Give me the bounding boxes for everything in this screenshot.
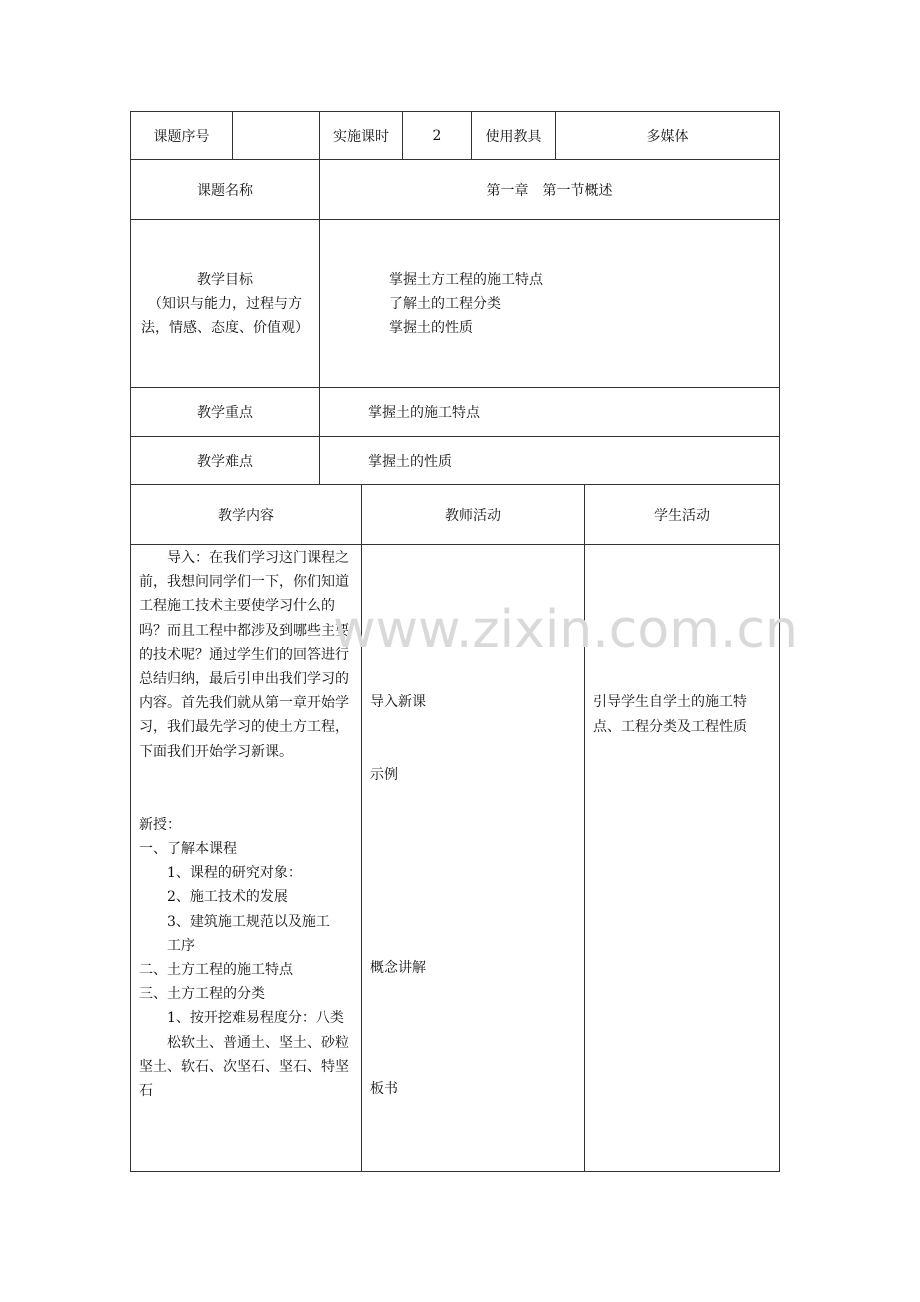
teacher-activity-intro: 导入新课 (370, 694, 426, 710)
teaching-process-table (130, 484, 780, 1172)
column-header-student: 学生活动 (585, 485, 780, 545)
goal-item: 掌握土的性质 (389, 319, 473, 336)
section-1: 一、了解本课程 (139, 841, 237, 858)
lesson-info-table (130, 111, 780, 485)
tools-value: 多媒体 (556, 112, 780, 160)
intro-paragraph: 导入：在我们学习这门课程之前，我想问同学们一下，你们知道工程施工技术主要使学习什么的吗？而且工程中都涉及到哪些主要的技术呢？通过学生们的回答进行总结归纳，最后引申出我们学习的内容。首先我们就从第一章开始学习，我们最先学习的使土方工程，下面我们开始学习新课。 (139, 550, 349, 760)
section-3: 三、土方工程的分类 (139, 986, 265, 1003)
goals-cell (320, 220, 780, 388)
title-label: 课题名称 (131, 160, 320, 220)
section-3-item-1: 1、按开挖难易程度分：八类 (167, 1010, 344, 1027)
teacher-activity-board: 板书 (370, 1081, 398, 1097)
watermark: www.zixin.com.cn (333, 600, 798, 660)
goals-label-line-1: 教学目标 (197, 271, 253, 288)
section-1-item-2: 2、施工技术的发展 (167, 889, 288, 906)
goal-item: 掌握土方工程的施工特点 (389, 271, 543, 288)
section-1-item-3: 3、建筑施工规范以及施工 (167, 913, 330, 930)
teaching-content-cell (131, 545, 362, 1172)
soil-classes-list: 松软土、普通土、坚土、砂粒坚土、软石、次坚石、坚石、特坚石 (139, 1034, 349, 1100)
goals-label-line-3: 法，情感、态度、价值观） (141, 319, 309, 336)
goals-label-line-2: （知识与能力，过程与方 (148, 295, 302, 312)
section-2: 二、土方工程的施工特点 (139, 962, 293, 979)
new-lesson-label: 新授： (139, 816, 181, 833)
lesson-no-label: 课题序号 (131, 112, 233, 160)
teacher-activity-concept: 概念讲解 (370, 960, 426, 976)
difficulty-label: 教学难点 (131, 437, 320, 485)
key-point-value: 掌握土的施工特点 (320, 388, 780, 437)
teacher-activity-cell (362, 545, 585, 1172)
section-1-item-3-cont: 工序 (167, 937, 195, 954)
difficulty-value: 掌握土的性质 (320, 437, 780, 485)
column-header-content: 教学内容 (131, 485, 362, 545)
title-value: 第一章 第一节概述 (320, 160, 780, 220)
tools-label: 使用教具 (472, 112, 556, 160)
hours-label: 实施课时 (320, 112, 403, 160)
hours-value: 2 (403, 112, 472, 160)
section-1-item-1: 1、课程的研究对象： (167, 865, 302, 882)
student-activity-text: 引导学生自学土的施工特点、工程分类及工程性质 (593, 694, 747, 735)
lesson-no-value (233, 112, 320, 160)
teacher-activity-example: 示例 (370, 767, 398, 783)
goals-label (131, 220, 320, 388)
student-activity-cell (585, 545, 780, 1172)
goal-item: 了解土的工程分类 (389, 295, 501, 312)
key-point-label: 教学重点 (131, 388, 320, 437)
column-header-teacher: 教师活动 (362, 485, 585, 545)
